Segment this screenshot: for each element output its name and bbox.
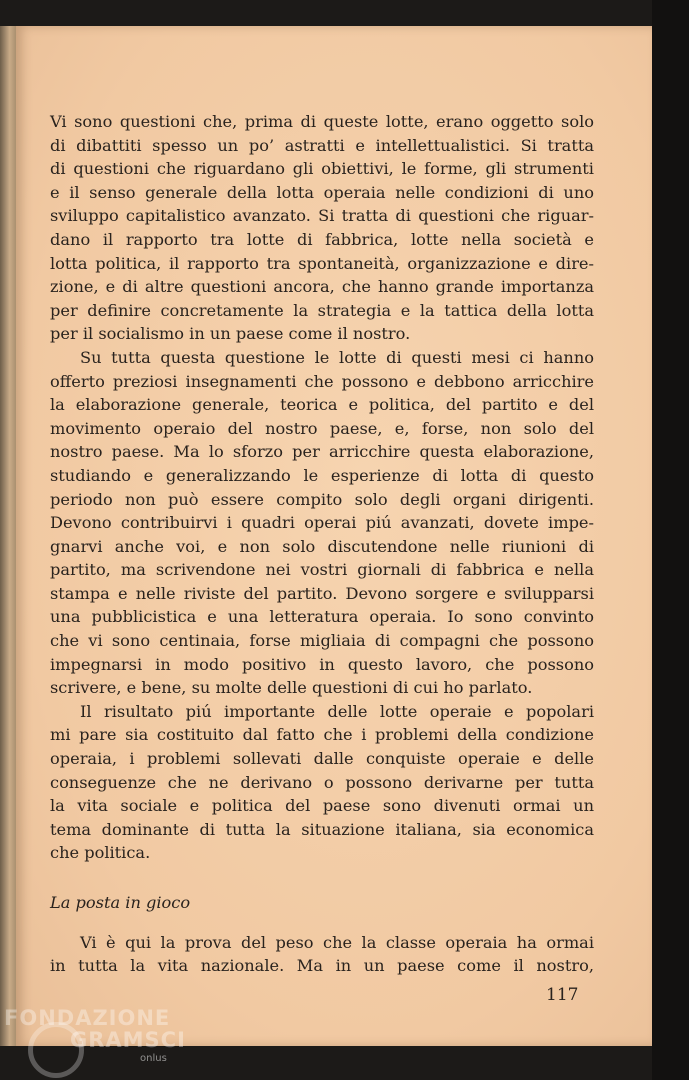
fondazione-gramsci-watermark <box>4 1006 186 1064</box>
text-line: di dibattiti spesso un po’ astratti e intellettualistici. Si tratta <box>50 135 594 155</box>
text-line: per il socialismo in un paese come il nostro. <box>50 324 411 344</box>
text-line: la vita sociale e politica del paese sono divenuti ormai un <box>50 796 594 816</box>
book-page <box>16 26 652 1046</box>
text-line: movimento operaio del nostro paese, e, forse, non solo del <box>50 418 594 438</box>
paragraph-3 <box>50 700 594 865</box>
scan-background-edge <box>652 0 689 1080</box>
text-line: Su tutta questa questione le lotte di questi mesi ci hanno <box>80 347 594 367</box>
page-number: 117 <box>546 985 579 1005</box>
text-line: che politica. <box>50 843 151 863</box>
text-line: la elaborazione generale, teorica e politica, del partito e del <box>50 395 594 415</box>
text-line: Vi sono questioni che, prima di queste lotte, erano oggetto solo <box>50 112 594 131</box>
text-line: mi pare sia costituito dal fatto che i problemi della condizione <box>50 725 594 745</box>
watermark-suffix: onlus <box>140 1053 167 1064</box>
paragraph-2 <box>50 346 594 700</box>
text-line: tema dominante di tutta la situazione italiana, sia economica <box>50 819 594 839</box>
text-line: Il risultato piú importante delle lotte operaie e popolari <box>80 701 594 721</box>
text-line: operaia, i problemi sollevati dalle conquiste operaie e delle <box>50 749 594 769</box>
text-line: impegnarsi in modo positivo in questo lavoro, che possono <box>50 654 594 674</box>
text-line: studiando e generalizzando le esperienze di lotta di questo <box>50 465 594 485</box>
text-line: offerto preziosi insegnamenti che possono e debbono arricchire <box>50 371 594 391</box>
text-line: stampa e nelle riviste del partito. Devono sorgere e svilupparsi <box>50 583 594 603</box>
text-line: scrivere, e bene, su molte delle questioni di cui ho parlato. <box>50 678 533 698</box>
text-line: che vi sono centinaia, forse migliaia di compagni che possono <box>50 631 594 651</box>
section-heading: La posta in gioco <box>50 893 191 912</box>
text-line: nostro paese. Ma lo sforzo per arricchire questa elaborazione, <box>50 442 594 462</box>
text-line: e il senso generale della lotta operaia nelle condizioni di uno <box>50 182 594 202</box>
text-line: gnarvi anche voi, e non solo discutendone nelle riunioni di <box>50 536 594 556</box>
text-line: una pubblicistica e una letteratura operaia. Io sono convinto <box>50 607 594 627</box>
text-line: dano il rapporto tra lotte di fabbrica, lotte nella società e <box>50 229 594 249</box>
watermark-line-2: GRAMSCI <box>70 1028 186 1052</box>
text-line: zione, e di altre questioni ancora, che hanno grande importanza <box>50 277 594 297</box>
text-line: periodo non può essere compito solo degli organi dirigenti. <box>50 489 594 509</box>
text-line: Vi è qui la prova del peso che la classe operaia ha ormai <box>80 932 594 952</box>
paragraph-1 <box>50 110 594 346</box>
book-spine-edge <box>0 26 16 1046</box>
text-line: conseguenze che ne derivano o possono derivarne per tutta <box>50 772 594 792</box>
text-line: lotta politica, il rapporto tra spontaneità, organizzazione e dire- <box>50 253 594 273</box>
text-line: di questioni che riguardano gli obiettivi, le forme, gli strumenti <box>50 159 594 179</box>
text-line: partito, ma scrivendone nei vostri giornali di fabbrica e nella <box>50 560 594 580</box>
text-line: sviluppo capitalistico avanzato. Si tratta di questioni che riguar- <box>50 206 594 226</box>
paragraph-4 <box>50 931 594 978</box>
text-line: Devono contribuirvi i quadri operai piú avanzati, dovete impe- <box>50 513 594 533</box>
watermark-line-1: FONDAZIONE <box>4 1006 171 1030</box>
text-line: in tutta la vita nazionale. Ma in un paese come il nostro, <box>50 956 594 976</box>
text-line: per definire concretamente la strategia e la tattica della lotta <box>50 300 594 320</box>
body-text <box>50 110 594 978</box>
